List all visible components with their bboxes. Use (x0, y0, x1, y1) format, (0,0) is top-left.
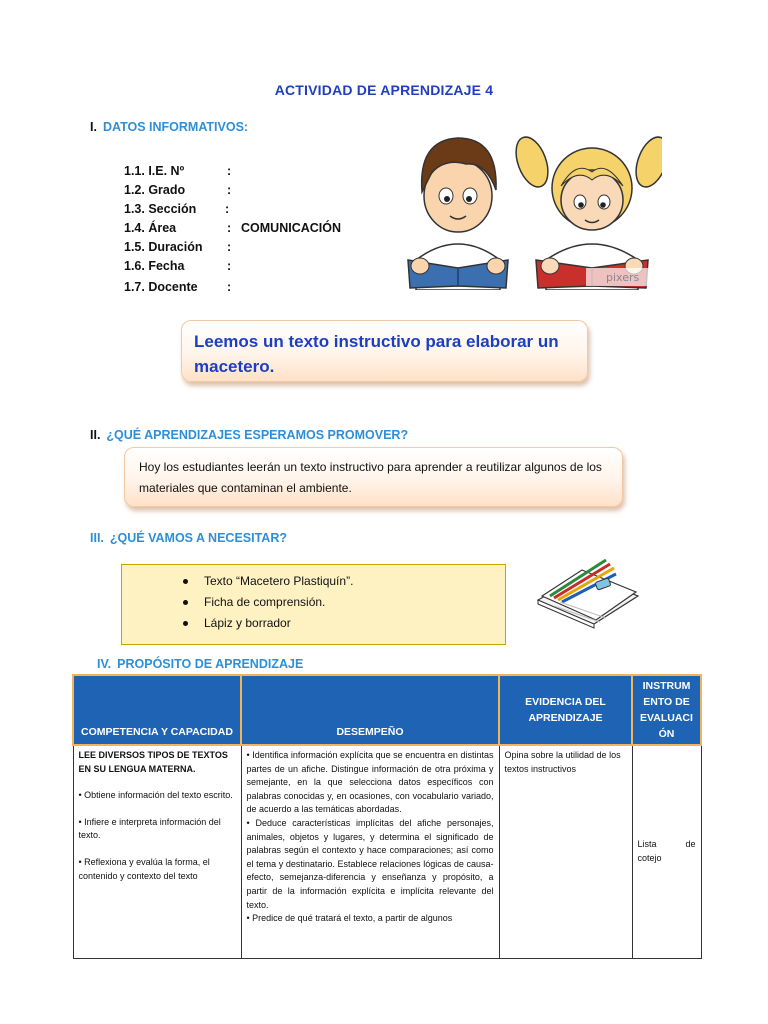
section-1-label: DATOS INFORMATIVOS: (102, 120, 249, 134)
section-3-heading (90, 531, 287, 545)
section-1-number: I. (90, 120, 97, 134)
table-row (73, 745, 701, 959)
capacidad-item: • Reflexiona y evalúa la forma, el contenido y contexto del texto (78, 856, 210, 881)
datos-row-ie: 1.1. I.E. Nº : (124, 164, 232, 178)
datos-row-seccion: 1.3. Sección : (124, 202, 230, 216)
table-header-row (73, 675, 701, 745)
materiales-item: Lápiz y borrador (204, 613, 505, 634)
section-1-heading (90, 120, 248, 134)
competencia-title: LEE DIVERSOS TIPOS DE TEXTOS EN SU LENGUA MATERNA. (78, 750, 228, 774)
activity-title-box (181, 320, 588, 382)
cell-desempeno (241, 745, 499, 959)
kids-reading-illustration (406, 110, 662, 290)
page-title: ACTIVIDAD DE APRENDIZAJE 4 (274, 82, 494, 98)
header-instrumento: INSTRUM ENTO DE EVALUACI ÓN (632, 675, 701, 745)
datos-row-duracion: 1.5. Duración : (124, 240, 232, 254)
section-4-number: IV. (97, 657, 112, 671)
desempeno-item: • Deduce características implícitas del afiche personajes, animales, objetos y lugares, y determina el significado de palabras según el contexto y hace comparaciones; así como el tema y destinatario. Establece relaciones lógicas de causa-efecto, semejanza-diferencia y enseñanza y propósito, a partir de la información explícita e implícita relevante del texto. (246, 817, 494, 910)
desempeno-item: • Identifica información explícita que se encuentra en distintas partes de un afiche. Distingue información de otra próxima y semejante, en la que selecciona datos específicos con palabras conocidas y, en ocasiones, con vocabulario variado, de acuerdo a las temáticas abordadas. (246, 750, 494, 815)
header-desempeno: DESEMPEÑO (241, 675, 499, 745)
capacidad-item: • Infiere e interpreta información del texto. (78, 816, 221, 841)
aprendizajes-box (124, 447, 623, 507)
section-4-label: PROPÓSITO DE APRENDIZAJE (117, 657, 304, 671)
section-3-number: III. (90, 531, 104, 545)
proposito-table (72, 674, 702, 959)
header-competencia: COMPETENCIA Y CAPACIDAD (73, 675, 241, 745)
materiales-list (122, 571, 505, 634)
materiales-box (121, 564, 506, 645)
datos-row-docente: 1.7. Docente : (124, 280, 232, 294)
desempeno-item: • Predice de qué tratará el texto, a partir de algunos (246, 913, 453, 924)
section-2-number: II. (90, 428, 101, 442)
watermark-text: pixers (606, 271, 640, 284)
datos-row-fecha: 1.6. Fecha : (124, 259, 232, 273)
header-evidencia: EVIDENCIA DEL APRENDIZAJE (499, 675, 632, 745)
boy-figure (408, 138, 508, 290)
instrumento-line: cotejo (637, 853, 662, 863)
activity-title-text: Leemos un texto instructivo para elaborar un macetero. (194, 332, 559, 376)
girl-figure (510, 133, 662, 290)
cell-instrumento (632, 745, 701, 959)
aprendizajes-text: Hoy los estudiantes leerán un texto instructivo para aprender a reutilizar algunos de los materiales que contaminan el ambiente. (139, 460, 602, 495)
instrumento-line: Lista de (637, 839, 696, 850)
paper-pencils-illustration (530, 552, 644, 632)
cell-competencia (73, 745, 241, 959)
section-3-label: ¿QUÉ VAMOS A NECESITAR? (109, 531, 287, 545)
section-2-heading (90, 428, 408, 442)
datos-list (124, 164, 341, 299)
datos-row-area: 1.4. Área : COMUNICACIÓN (124, 221, 341, 235)
evidencia-text: Opina sobre la utilidad de los textos instructivos (504, 750, 621, 774)
materiales-item: Ficha de comprensión. (204, 592, 505, 613)
capacidad-item: • Obtiene información del texto escrito. (78, 790, 233, 801)
section-4-heading (97, 657, 303, 671)
datos-row-grado: 1.2. Grado : (124, 183, 232, 197)
materiales-item: Texto “Macetero Plastiquín”. (204, 571, 505, 592)
section-2-label: ¿QUÉ APRENDIZAJES ESPERAMOS PROMOVER? (106, 428, 409, 442)
cell-evidencia (499, 745, 632, 959)
